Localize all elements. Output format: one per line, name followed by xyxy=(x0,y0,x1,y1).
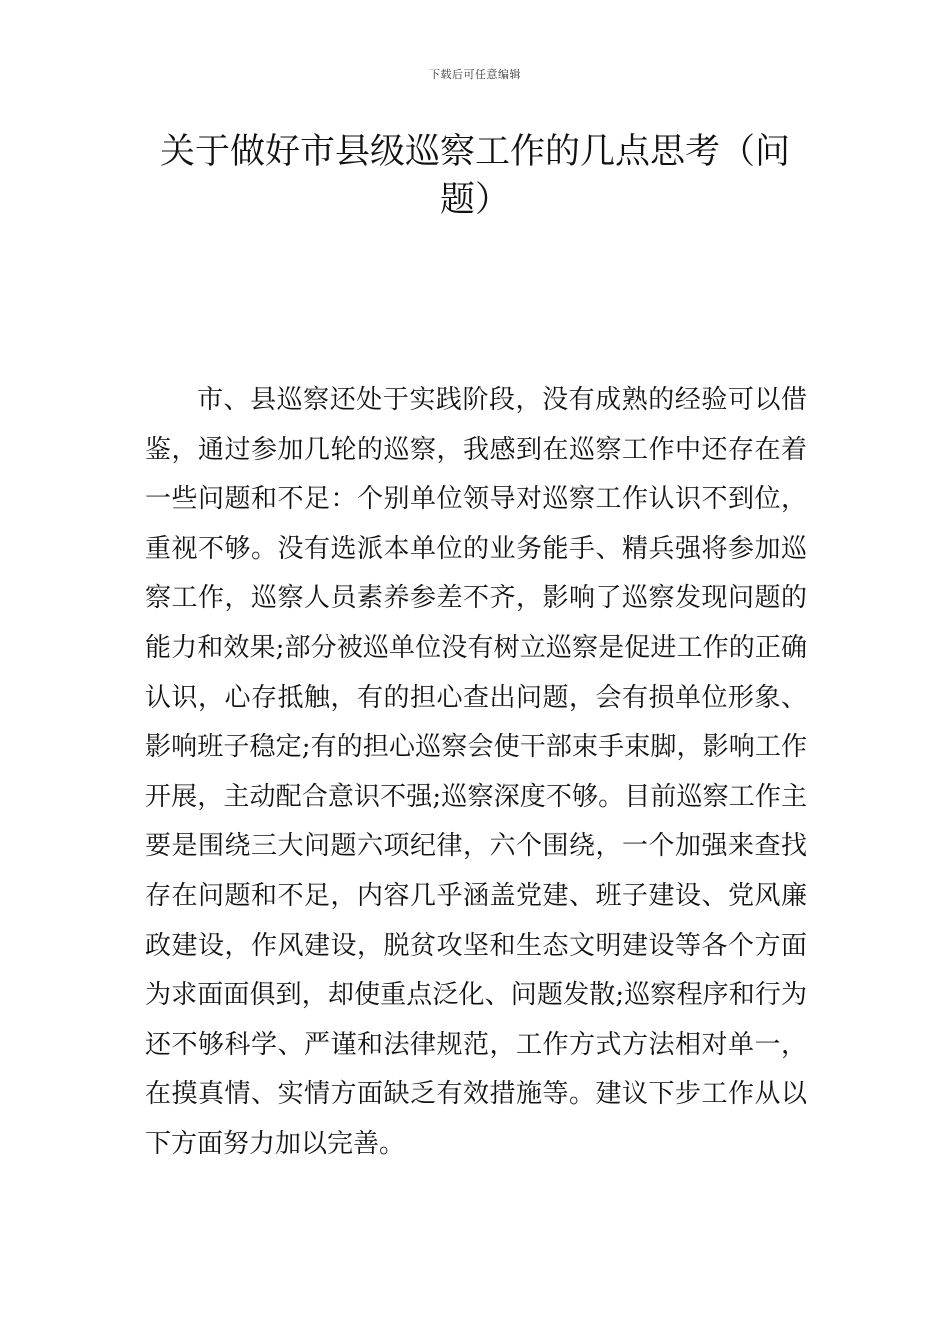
document-title: 关于做好市县级巡察工作的几点思考（问题） xyxy=(159,132,790,220)
body-paragraph: 市、县巡察还处于实践阶段，没有成熟的经验可以借鉴，通过参加几轮的巡察，我感到在巡察工作中还存在着一些问题和不足：个别单位领导对巡察工作认识不到位，重视不够。没有选派本单位的业务能手、精兵强将参加巡察工作，巡察人员素养参差不齐，影响了巡察发现问题的能力和效果;部分被巡单位没有树立巡察是促进工作的正确认识，心存抵触，有的担心查出问题，会有损单位形象、影响班子稳定;有的担心巡察会使干部束手束脚，影响工作开展，主动配合意识不强;巡察深度不够。目前巡察工作主要是围绕三大问题六项纪律，六个围绕，一个加强来查找存在问题和不足，内容几乎涵盖党建、班子建设、党风廉政建设，作风建设，脱贫攻坚和生态文明建设等各个方面为求面面俱到，却使重点泛化、问题发散;巡察程序和行为还不够科学、严谨和法律规范，工作方式方法相对单一，在摸真情、实情方面缺乏有效措施等。建议下步工作从以下方面努力加以完善。 xyxy=(145,385,807,1159)
header-note: 下载后可任意编辑 xyxy=(429,68,521,81)
